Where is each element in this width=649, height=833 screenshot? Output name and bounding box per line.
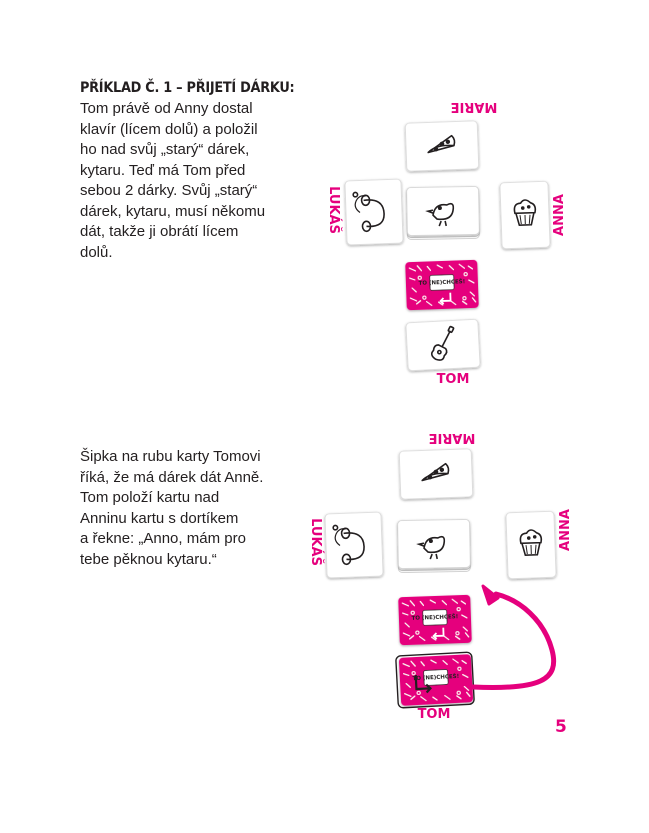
text-line: Tom právě od Anny dostal <box>80 100 253 117</box>
player-label-marie: MARIE <box>450 99 498 114</box>
player-label-lukas: LUKÁŠ <box>326 186 341 234</box>
text-line: sebou 2 dárky. Svůj „starý“ <box>80 182 258 199</box>
player-label-tom: TOM <box>436 372 470 387</box>
center-card-stack <box>398 519 471 572</box>
example-1-heading: PŘÍKLAD Č. 1 – PŘIJETÍ DÁRKU: <box>80 80 295 96</box>
player-label-tom: TOM <box>417 707 451 722</box>
text-line: dárek, kytaru, musí někomu <box>80 202 266 220</box>
card-back-label: TO (NE)CHCEŠ! <box>412 673 460 683</box>
card-marie-pizza <box>405 121 479 171</box>
player-label-anna: ANNA <box>552 194 567 236</box>
card-anna-cupcake <box>500 181 550 249</box>
text-line: Tom položí kartu nad <box>80 489 220 506</box>
text-line: Šipka na rubu karty Tomovi <box>80 448 261 465</box>
text-line: dolů. <box>80 243 113 261</box>
player-label-anna: ANNA <box>558 509 573 551</box>
card-anna-cupcake <box>506 511 556 579</box>
card-back-piano <box>398 595 472 645</box>
card-back-label: TO (NE)CHCEŠ! <box>418 279 466 287</box>
card-lukas-headphones <box>325 512 383 578</box>
text-line: říká, že má dárek dát Anně. <box>80 468 264 486</box>
card-marie-pizza <box>399 449 473 499</box>
text-line: a řekne: „Anno, mám pro <box>80 530 246 547</box>
player-label-lukas: LUKÁŠ <box>308 518 323 566</box>
center-card-stack <box>407 186 480 239</box>
card-back-guitar <box>399 654 473 706</box>
card-back-label: TO (NE)CHCEŠ! <box>411 614 459 622</box>
card-tom-guitar <box>406 319 480 371</box>
text-line: kytaru. Teď má Tom před <box>80 161 246 179</box>
page-number: 5 <box>555 717 567 737</box>
text-line: ho nad svůj „starý“ dárek, <box>80 141 250 158</box>
player-label-marie: MARIE <box>428 430 476 445</box>
pass-direction-arrow-icon <box>473 586 554 688</box>
card-lukas-headphones <box>345 179 403 245</box>
text-line: Anninu kartu s dortíkem <box>80 509 239 527</box>
card-back-piano <box>405 260 479 310</box>
text-line: tebe pěknou kytaru.“ <box>80 550 217 568</box>
text-line: dát, takže ji obrátí lícem <box>80 223 239 240</box>
text-line: klavír (lícem dolů) a položil <box>80 120 258 138</box>
